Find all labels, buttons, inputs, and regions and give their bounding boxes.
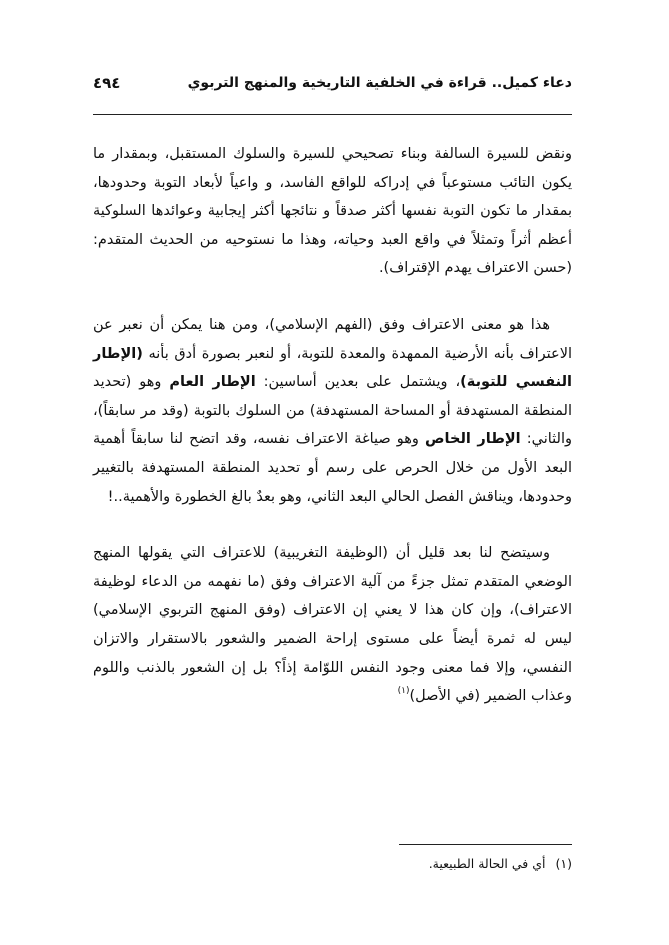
paragraph-2-part-3: وهو (تحديد المنطقة المستهدفة أو المساحة المستهدفة) من السلوك بالتوبة (وقد مر سابقاً)، والثاني: <box>93 374 572 448</box>
running-title: دعاء كميل.. قراءة في الخلفية التاريخية والمنهج التربوي <box>187 75 572 91</box>
footnote <box>93 852 572 876</box>
footnote-text: أي في الحالة الطبيعية. <box>428 856 546 871</box>
paragraph-2-bold-term-2: الإطار العام <box>169 374 256 391</box>
paragraph-2-part-2: ، ويشتمل على بعدين أساسين: <box>255 374 461 391</box>
footnote-reference[interactable]: (١) <box>397 686 410 697</box>
paragraph-3-text: وسيتضح لنا بعد قليل أن (الوظيفة التغريبية) للاعتراف التي يقولها المنهج الوضعي المتقدم تمثل جزءً من آلية الاعتراف وفق (ما نفهمه من الدعاء لوظيفة الاعتراف)، وإن كان هذا لا يعني إن الاعتراف (وفق المنهج التربوي الإسلامي) ليس له ثمرة أيضاً على مستوى إراحة الضمير والشعور بالاستقرار والاتزان النفسي، وإلا فما معنى وجود النفس اللوّامة إذاً؟ بل إن الشعور بالذنب واللوم وعذاب الضمير (في الأصل) <box>93 545 572 705</box>
paragraph-2-bold-term-1: (الإطار النفسي للتوبة) <box>93 345 573 391</box>
paragraph-2-part-1: هذا هو معنى الاعتراف وفق (الفهم الإسلامي)، ومن هنا يمكن أن نعبر عن الاعتراف بأنه الأرضية الممهدة والمعدة للتوبة، أو لنعبر بصورة أدق بأنه <box>93 316 572 362</box>
paragraph-1-text: ونقض للسيرة السالفة وبناء تصحيحي للسيرة والسلوك المستقبل، وبمقدار ما يكون التائب مستوعباً في إدراكه للواقع الفاسد، و واعياً لأبعاد التوبة وحدودها، بمقدار ما تكون التوبة نفسها أكثر صدقاً و نتائجها أكثر إيجابية وعوائدها السلوكية أعظم أثراً وتمثلاً في واقع العبد وحياته، وهذا ما نستوحيه من الحديث المتقدم: (حسن الاعتراف يهدم الإقتراف). <box>93 146 572 277</box>
paragraph-2-bold-term-3: الإطار الخاص <box>425 431 521 448</box>
header-divider <box>93 114 572 115</box>
footnote-marker: (١) <box>555 856 572 871</box>
footnote-divider <box>399 844 572 845</box>
page-number: ٤٩٤ <box>93 74 121 92</box>
body-text <box>93 140 572 711</box>
paragraph-2 <box>93 311 572 511</box>
page-header <box>93 68 572 98</box>
paragraph-2-part-4: وهو صياغة الاعتراف نفسه، وقد اتضح لنا سابقاً أهمية البعد الأول من خلال الحرص على رسم أو تحديد المنطقة المستهدفة بالتغيير وحدودها، ويناقش الفصل الحالي البعد الثاني، وهو بعدٌ بالغ الخطورة والأهمية..! <box>93 431 572 505</box>
paragraph-1 <box>93 140 572 283</box>
paragraph-3 <box>93 539 572 711</box>
